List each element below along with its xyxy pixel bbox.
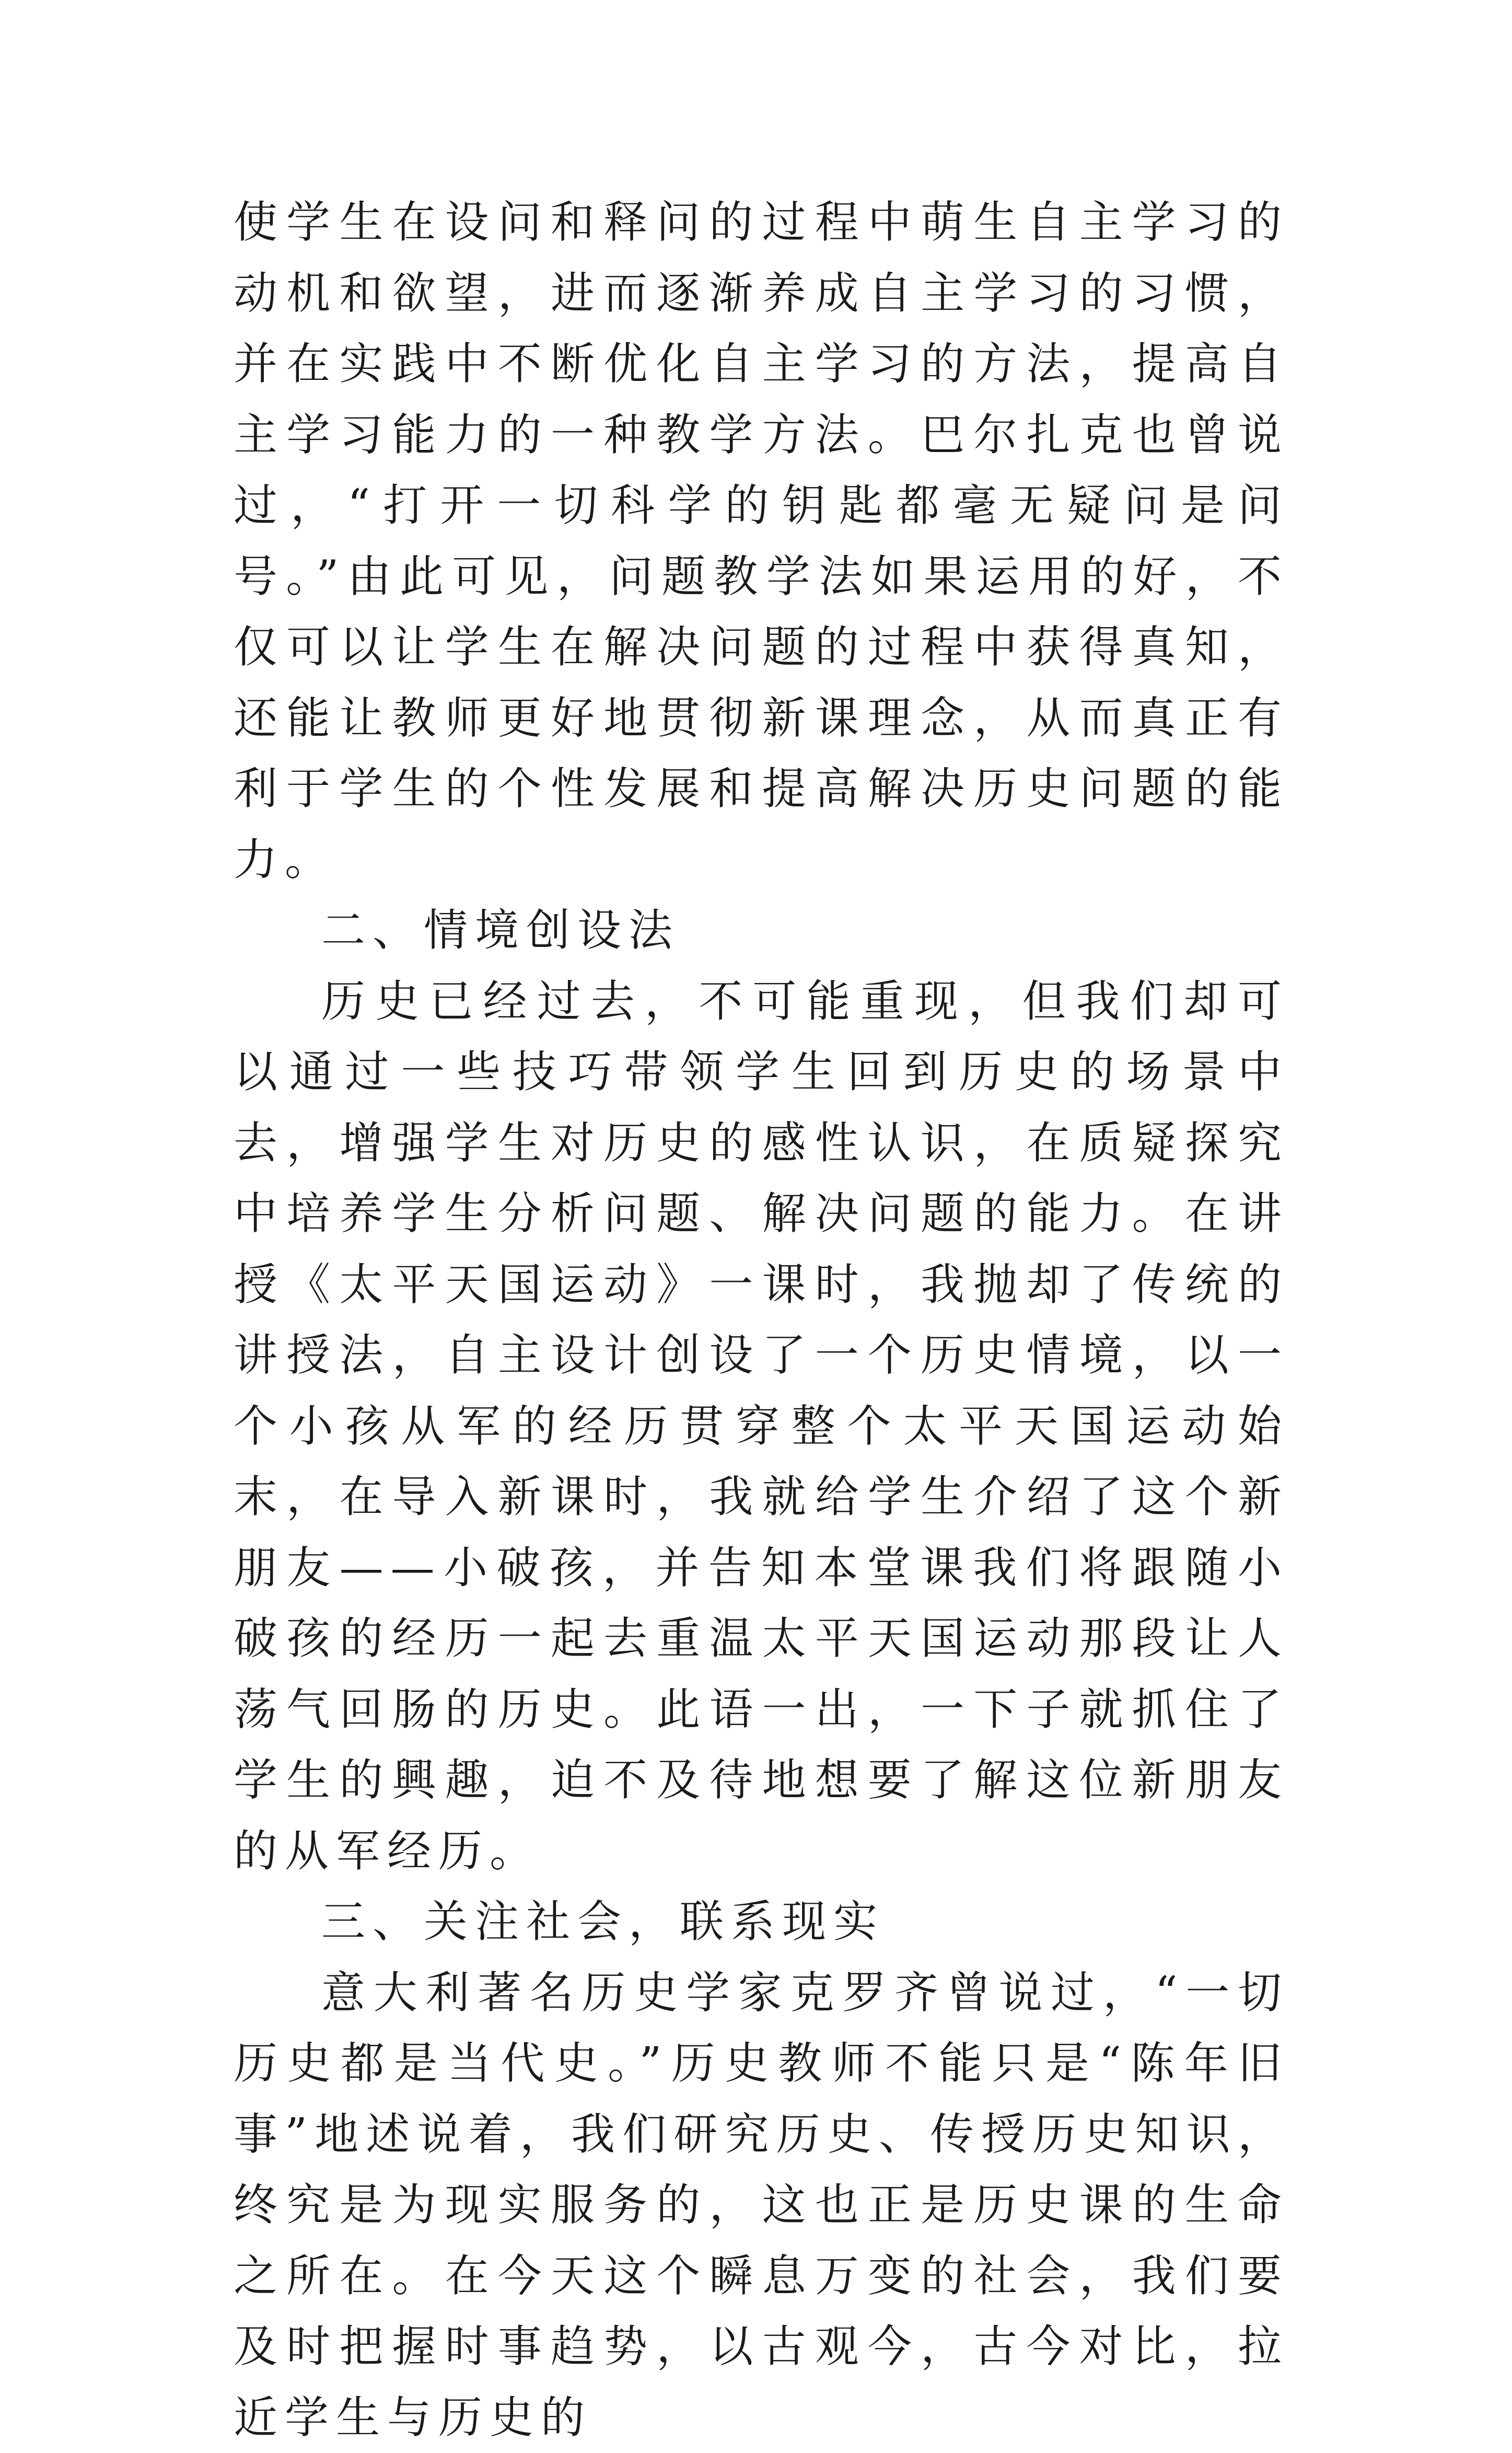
section-heading-situation: 二、情境创设法 bbox=[234, 895, 1289, 966]
section-heading-society: 三、关注社会，联系现实 bbox=[234, 1887, 1289, 1958]
paragraph-society-reality: 意大利著名历史学家克罗齐曾说过，“一切历史都是当代史。”历史教师不能只是“陈年旧事”地述说着，我们研究历史、传授历史知识，终究是为现实服务的，这也正是历史课的生命之所在。在今天这个瞬息万变的社会，我们要及时把握时事趋势，以古观今，古今对比，拉近学生与历史的 bbox=[234, 1958, 1289, 2453]
paragraph-situation-creation: 历史已经过去，不可能重现，但我们却可以通过一些技巧带领学生回到历史的场景中去，增强学生对历史的感性认识，在质疑探究中培养学生分析问题、解决问题的能力。在讲授《太平天国运动》一课时，我抛却了传统的讲授法，自主设计创设了一个历史情境，以一个小孩从军的经历贯穿整个太平天国运动始末，在导入新课时，我就给学生介绍了这个新朋友——小破孩，并告知本堂课我们将跟随小破孩的经历一起去重温太平天国运动那段让人荡气回肠的历史。此语一出，一下子就抓住了学生的興趣，迫不及待地想要了解这位新朋友的从军经历。 bbox=[234, 966, 1289, 1887]
document-body bbox=[234, 187, 1289, 2453]
paragraph-problem-teaching: 使学生在设问和释问的过程中萌生自主学习的动机和欲望，进而逐渐养成自主学习的习惯，并在实践中不断优化自主学习的方法，提高自主学习能力的一种教学方法。巴尔扎克也曾说过，“打开一切科学的钥匙都毫无疑问是问号。”由此可见，问题教学法如果运用的好，不仅可以让学生在解决问题的过程中获得真知，还能让教师更好地贯彻新课理念，从而真正有利于学生的个性发展和提高解决历史问题的能力。 bbox=[234, 187, 1289, 895]
